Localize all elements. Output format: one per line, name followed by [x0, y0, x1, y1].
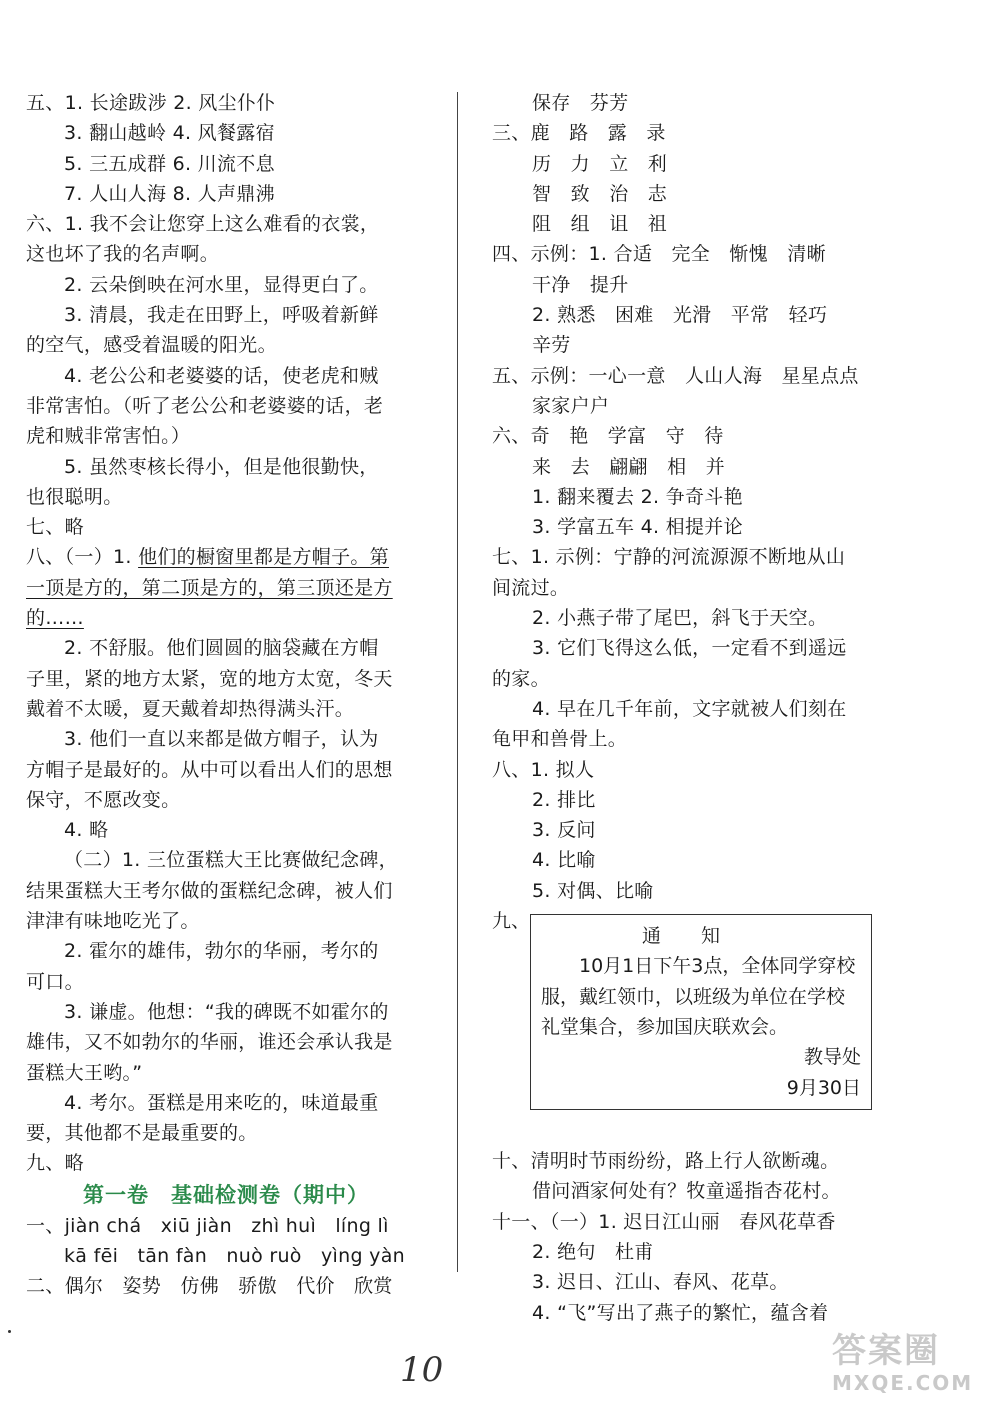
- answer-line: 来 去 翩翩 相 并: [532, 455, 726, 478]
- answer-line: 方帽子是最好的。从中可以看出人们的思想: [26, 758, 393, 781]
- answer-line: 十、清明时节雨纷纷，路上行人欲断魂。: [492, 1150, 840, 1173]
- answer-line: 一、jiàn chá xiū jiàn zhì huì líng lì: [26, 1214, 389, 1237]
- answer-line: 2. 霍尔的雄伟，勃尔的华丽，考尔的: [64, 940, 379, 963]
- answer-line: 5. 对偶、比喻: [532, 879, 654, 902]
- left-after-lines: [26, 1211, 426, 1302]
- answer-line: 5. 三五成群 6. 川流不息: [64, 152, 275, 175]
- stray-dot: [8, 1330, 11, 1333]
- left-answer-lines: [26, 88, 426, 1179]
- answer-line: 十一、（一）1. 迟日江山丽 春风花草香: [492, 1210, 836, 1233]
- notice-label: 九、: [492, 910, 531, 933]
- answer-line: （二）1. 三位蛋糕大王比赛做纪念碑，: [64, 849, 398, 872]
- answer-line: 3. 它们飞得这么低，一定看不到遥远: [532, 637, 847, 660]
- watermark-logo: [832, 1331, 982, 1411]
- answer-line: 辛劳: [532, 334, 571, 357]
- notice-date: 9月30日: [786, 1076, 861, 1099]
- answer-line: 可口。: [26, 970, 84, 993]
- answer-line: 也很聪明。: [26, 485, 123, 508]
- answer-line: 2. 排比: [532, 788, 596, 811]
- answer-line: [26, 542, 426, 572]
- answer-line: 阻 组 诅 祖: [532, 213, 668, 236]
- answer-line: 要，其他都不是最重要的。: [26, 1122, 258, 1145]
- answer-line: kā fēi tān fàn nuò ruò yìng yàn: [64, 1244, 406, 1267]
- answer-line: 5. 虽然枣核长得小，但是他很勤快，: [64, 455, 379, 478]
- answer-line: 干净 提升: [532, 273, 629, 296]
- answer-line: 六、奇 艳 学富 守 待: [492, 425, 724, 448]
- answer-line: 津津有味地吃光了。: [26, 910, 200, 933]
- left-column: [26, 88, 426, 1302]
- answer-line: 的空气，感受着温暖的阳光。: [26, 334, 277, 357]
- answer-line: 4. “飞”写出了燕子的繁忙，蕴含着: [532, 1301, 829, 1324]
- answer-line: 3. 清晨，我走在田野上，呼吸着新鲜: [64, 304, 379, 327]
- answer-line: 3. 翻山越岭 4. 风餐露宿: [64, 122, 275, 145]
- answer-line: 2. 绝句 杜甫: [532, 1240, 654, 1263]
- answer-line: 3. 他们一直以来都是做方帽子，认为: [64, 728, 379, 751]
- right-column: [492, 88, 892, 1328]
- answer-line: 保守，不愿改变。: [26, 788, 181, 811]
- section-title: 第一卷 基础检测卷（期中）: [83, 1182, 369, 1207]
- answer-line: 3. 谦虚。他想：“我的碑既不如霍尔的: [64, 1000, 389, 1023]
- notice-title: 通知: [641, 925, 760, 948]
- notice-row: [492, 906, 892, 1146]
- answer-line: 虎和贼非常害怕。）: [26, 425, 191, 448]
- answer-line: 三、鹿 路 露 录: [492, 122, 666, 145]
- answer-line: 2. 熟悉 困难 光滑 平常 轻巧: [532, 304, 828, 327]
- answer-line: 4. 比喻: [532, 849, 596, 872]
- answer-line: 4. 考尔。蛋糕是用来吃的，味道最重: [64, 1091, 379, 1114]
- answer-line: 龟甲和兽骨上。: [492, 728, 628, 751]
- answer-line: 4. 略: [64, 819, 109, 842]
- answer-line: 7. 人山人海 8. 人声鼎沸: [64, 182, 275, 205]
- line-prefix: 八、（一）1.: [26, 546, 139, 569]
- answer-line: 六、1. 我不会让您穿上这么难看的衣裳，: [26, 213, 380, 236]
- page-number: 10: [400, 1350, 444, 1390]
- answer-line: 4. 早在几千年前，文字就被人们刻在: [532, 697, 847, 720]
- right-answer-lines: [492, 88, 892, 906]
- answer-line: 历 力 立 利: [532, 152, 668, 175]
- right-after-lines: [492, 1146, 892, 1328]
- answer-line: 这也坏了我的名声啊。: [26, 243, 220, 266]
- answer-line: 3. 迟日、江山、春风、花草。: [532, 1271, 789, 1294]
- answer-line: 3. 学富五车 4. 相提并论: [532, 516, 743, 539]
- answer-line: 结果蛋糕大王考尔做的蛋糕纪念碑，被人们: [26, 879, 393, 902]
- answer-line: 2. 云朵倒映在河水里，显得更白了。: [64, 273, 379, 296]
- answer-line: 蛋糕大王哟。”: [26, 1061, 143, 1084]
- answer-line: 3. 反问: [532, 819, 596, 842]
- answer-line: 2. 小燕子带了尾巴，斜飞于天空。: [532, 607, 828, 630]
- answer-line: 戴着不太暖，夏天戴着却热得满头汗。: [26, 697, 355, 720]
- answer-line: 二、偶尔 姿势 仿佛 骄傲 代价 欣赏: [26, 1275, 393, 1298]
- underlined-text: 他们的橱窗里都是方帽子。第: [138, 546, 389, 569]
- answer-line: 一顶是方的，第二顶是方的，第三顶还是方: [26, 576, 393, 599]
- answer-line: 五、1. 长途跋涉 2. 风尘仆仆: [26, 92, 276, 114]
- answer-line: 的……: [26, 607, 84, 630]
- answer-line: 非常害怕。（听了老公公和老婆婆的话，老: [26, 394, 384, 417]
- answer-line: 五、示例：一心一意 人山人海 星星点点: [492, 364, 859, 387]
- answer-line: 借问酒家何处有？牧童遥指杏花村。: [532, 1180, 841, 1203]
- answer-line: 九、略: [26, 1152, 84, 1175]
- answer-line: 七、略: [26, 516, 84, 539]
- notice-sign: 教导处: [803, 1046, 861, 1069]
- answer-line: 间流过。: [492, 576, 570, 599]
- notice-body: 10月1日下午3点，全体同学穿校服，戴红领巾，以班级为单位在学校礼堂集合，参加国庆联欢会。: [541, 955, 856, 1038]
- watermark-bottom: MXQE.COM: [832, 1371, 974, 1395]
- answer-line: 的家。: [492, 667, 550, 690]
- answer-line: 雄伟，又不如勃尔的华丽，谁还会承认我是: [26, 1031, 393, 1054]
- notice-box: [530, 914, 872, 1110]
- answer-line: 智 致 治 志: [532, 182, 668, 205]
- answer-line: 四、示例：1. 合适 完全 惭愧 清晰: [492, 243, 826, 266]
- answer-line: 七、1. 示例：宁静的河流源源不断地从山: [492, 546, 846, 569]
- answer-line: 八、1. 拟人: [492, 758, 595, 781]
- answer-line: 子里，紧的地方太紧，宽的地方太宽，冬天: [26, 667, 393, 690]
- answer-line: 4. 老公公和老婆婆的话，使老虎和贼: [64, 364, 379, 387]
- column-divider: [457, 92, 458, 1272]
- answer-line: 2. 不舒服。他们圆圆的脑袋藏在方帽: [64, 637, 379, 660]
- answer-line: 1. 翻来覆去 2. 争奇斗艳: [532, 485, 743, 508]
- watermark-top: 答案圈: [832, 1331, 940, 1371]
- answer-line: 家家户户: [532, 394, 610, 417]
- answer-line: 保存 芬芳: [532, 92, 629, 114]
